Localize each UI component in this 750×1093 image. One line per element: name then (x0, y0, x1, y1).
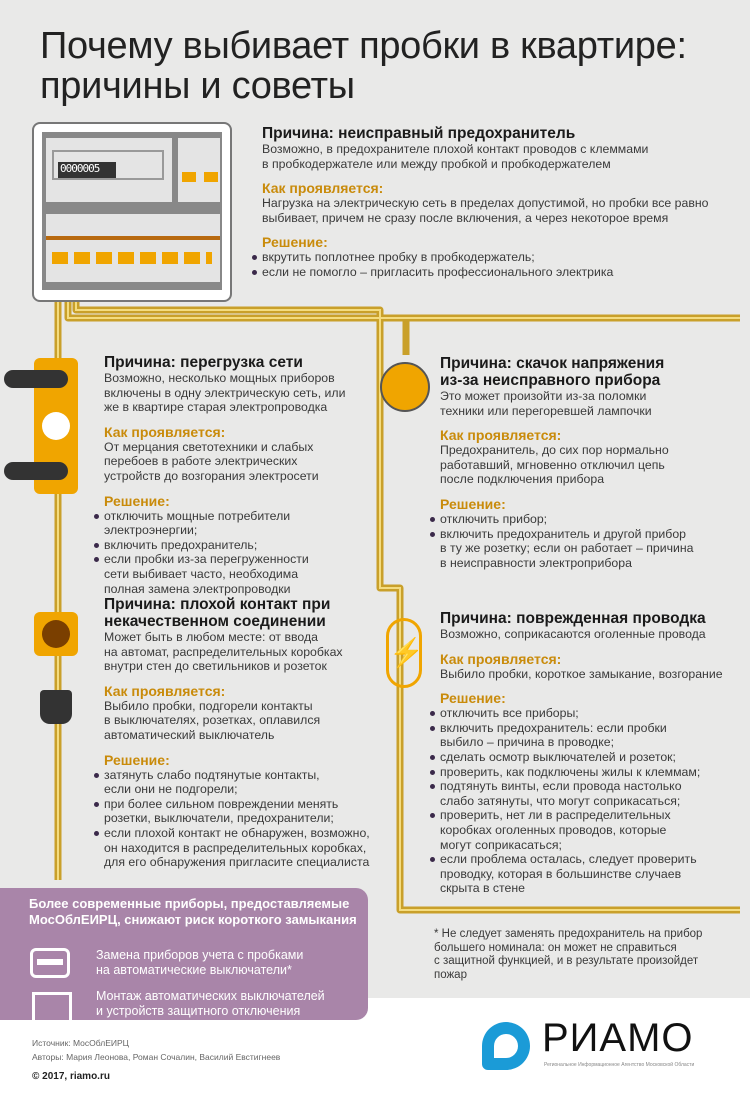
solution-item: если проблема осталась, следует проверить проводку, которая в большинстве случаев скрыта в стене (440, 852, 740, 896)
socket-icon (34, 612, 78, 656)
promo-item: Монтаж автоматических выключателей и устройств защитного отключения (96, 989, 325, 1018)
cause-title: Причина: скачок напряжения из-за неисправного прибора (440, 355, 665, 389)
symptom-heading: Как проявляется: (440, 650, 562, 667)
solution-item: если пробки из-за перегруженности сети выбивает часто, необходима полная замена электропроводки (104, 552, 369, 596)
solution-item: сделать осмотр выключателей и розеток; (440, 750, 740, 765)
symptom-heading: Как проявляется: (440, 427, 562, 444)
fuse-box-illustration (32, 122, 232, 302)
symptom-text: Выбило пробки, подгорели контакты в выключателях, розетках, оплавился автоматический выключатель (104, 698, 321, 742)
footnote: * Не следует заменять предохранитель на прибор большего номинала: он может не справиться с защитной функцией, и в результате произойдет пожар (434, 928, 703, 981)
solution-item: отключить прибор; (440, 512, 740, 527)
cause-description: Это может произойти из-за поломки техники или перегоревшей лампочки (440, 389, 652, 418)
cause-voltage-surge (440, 355, 740, 570)
solution-item: затянуть слабо подтянутые контакты, если они не подгорели; (104, 768, 374, 797)
logo-name: РИАМО (542, 1016, 694, 1060)
solution-item: если плохой контакт не обнаружен, возможно, он находится в распределительных коробках, для его обнаружения пригласите специалиста (104, 826, 374, 870)
copyright: © 2017, riamo.ru (32, 1071, 110, 1082)
solution-item: проверить, как подключены жилы к клеммам; (440, 765, 740, 780)
promo-title: Более современные приборы, предоставляемые МосОблЕИРЦ, снижают риск короткого замыкания (29, 896, 357, 927)
solution-heading: Решение: (104, 751, 170, 768)
cause-title: Причина: неисправный предохранитель (262, 125, 576, 142)
solution-item: если не помогло – пригласить профессионального электрика (262, 265, 742, 280)
cause-overload (104, 354, 369, 596)
cause-faulty-fuse (262, 125, 742, 280)
solution-item: отключить все приборы; (440, 706, 740, 721)
cause-description: Может быть в любом месте: от ввода на автомат, распределительных коробках внутри стен до светильников и розеток (104, 630, 343, 674)
cause-title: Причина: поврежденная проводка (440, 610, 706, 627)
solution-heading: Решение: (262, 234, 328, 251)
page-title: Почему выбивает пробки в квартире: причины и советы (40, 25, 687, 107)
source: Источник: МосОблЕИРЦ (32, 1038, 129, 1048)
solution-item: при более сильном повреждении менять розетки, выключатели, предохранители; (104, 797, 374, 826)
authors: Авторы: Мария Леонова, Роман Сочалин, Василий Евстигнеев (32, 1052, 281, 1062)
solution-item: включить предохранитель и другой прибор в ту же розетку; если он работает – причина в неисправности электроприбора (440, 527, 740, 571)
logo-subtitle: Региональное Информационное Агентство Московской Области (544, 1062, 695, 1068)
credits (32, 1036, 280, 1084)
solution-heading: Решение: (440, 495, 506, 512)
solution-item: включить предохранитель: если пробки выбило – причина в проводке; (440, 721, 740, 750)
solution-heading: Решение: (440, 690, 506, 707)
logo-mark-icon (482, 1022, 530, 1070)
cause-title: Причина: перегрузка сети (104, 354, 303, 371)
breaker-icon (32, 992, 72, 1020)
solution-heading: Решение: (104, 492, 170, 509)
power-strip-icon (34, 358, 78, 494)
solution-item: подтянуть винты, если провода настолько слабо затянуты, что могут соприкасаться; (440, 779, 740, 808)
riamo-logo[interactable] (482, 1016, 722, 1076)
solution-item: отключить мощные потребители электроэнергии; (104, 509, 369, 538)
symptom-text: Предохранитель, до сих пор нормально работавший, мгновенно отключил цепь после подключения прибора (440, 443, 669, 487)
solution-item: вкрутить поплотнее пробку в пробкодержатель; (262, 250, 742, 265)
cause-bad-contact (104, 596, 374, 870)
cause-title: Причина: плохой контакт при некачественном соединении (104, 596, 331, 630)
cause-description: Возможно, в предохранителе плохой контакт проводов с клеммами в пробкодержателе или между пробкой и пробкодержателем (262, 142, 649, 171)
lightning-icon: ⚡ (386, 618, 422, 688)
promo-item: Замена приборов учета с пробками на автоматические выключатели* (96, 948, 304, 977)
meter-display: 0000005 (58, 162, 116, 178)
symptom-heading: Как проявляется: (104, 423, 226, 440)
promo-box (0, 888, 368, 1020)
symptom-text: Выбило пробки, короткое замыкание, возгорание (440, 666, 723, 681)
solution-item: проверить, нет ли в распределительных коробках оголенных проводов, которые могут соприкасаться; (440, 808, 740, 852)
cause-description: Возможно, несколько мощных приборов включены в одну электрическую сеть, или же в квартире старая электропроводка (104, 371, 346, 415)
cause-description: Возможно, соприкасаются оголенные провода (440, 627, 706, 641)
meter-icon (30, 948, 70, 978)
solution-item: включить предохранитель; (104, 538, 369, 553)
symptom-heading: Как проявляется: (104, 682, 226, 699)
cause-damaged-wiring (440, 610, 740, 896)
symptom-text: От мерцания светотехники и слабых перебоев в работе электрических устройств до возгорания электросети (104, 439, 319, 483)
light-bulb-icon (380, 362, 430, 412)
plug-icon (40, 690, 72, 724)
symptom-heading: Как проявляется: (262, 180, 384, 197)
symptom-text: Нагрузка на электрическую сеть в пределах допустимой, но пробки все равно выбивает, причем не сразу после включения, а через некоторое время (262, 196, 709, 225)
